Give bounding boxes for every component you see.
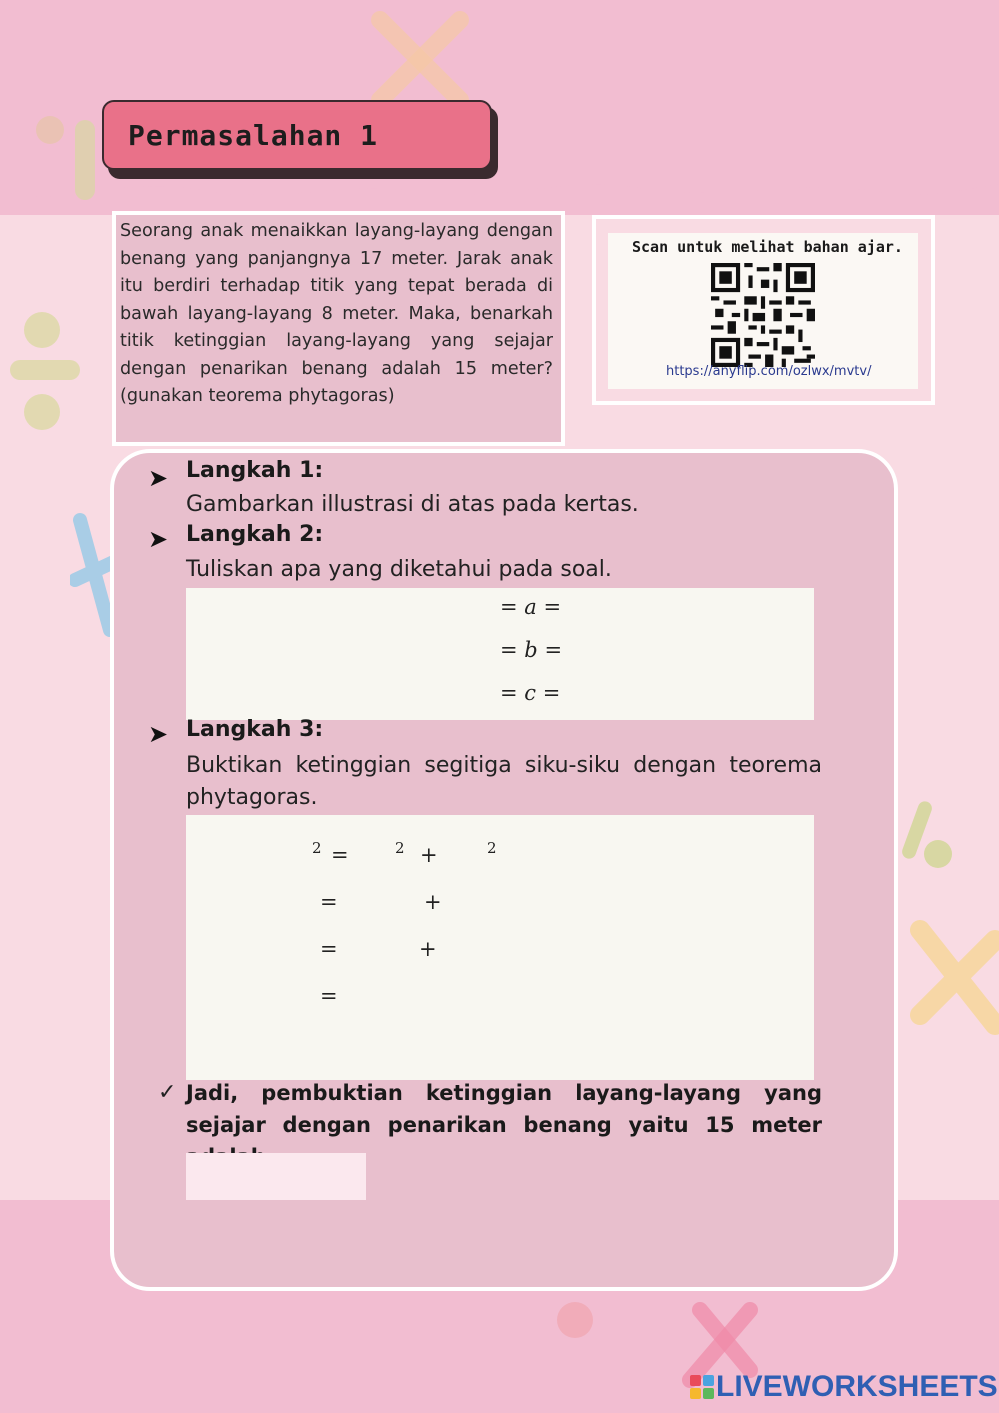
exponent-a: 2 bbox=[395, 839, 405, 857]
check-icon: ✓ bbox=[158, 1080, 177, 1105]
step-3-title: Langkah 3: bbox=[186, 717, 324, 742]
chevron-right-icon: ➤ bbox=[148, 525, 169, 553]
known-a-row: = a = bbox=[500, 595, 562, 619]
proof-plus-1: + bbox=[420, 843, 438, 867]
step-2-text: Tuliskan apa yang diketahui pada soal. bbox=[186, 557, 612, 582]
title-banner bbox=[102, 100, 492, 170]
step-1-text: Gambarkan illustrasi di atas pada kertas. bbox=[186, 492, 639, 517]
answer-input[interactable] bbox=[186, 1153, 366, 1200]
chevron-right-icon: ➤ bbox=[148, 464, 169, 492]
conclusion-text: Jadi, pembuktian ketinggian layang-layang yang sejajar dengan penarikan benang yaitu 15 meter bbox=[186, 1081, 822, 1137]
qr-code-icon[interactable] bbox=[711, 263, 815, 367]
problem-statement: Seorang anak menaikkan layang-layang dengan benang yang panjangnya 17 meter. Jarak anak itu berdiri terhadap titik yang tepat berada di bawah layang-layang 8 meter. Maka, benarkah titik ketinggian layang-layang yang sejajar dengan penarikan benang adalah 15 meter? (gunakan teorema phytagoras) bbox=[112, 211, 565, 446]
known-b-row: = b = bbox=[500, 638, 563, 662]
proof-equals-3: = bbox=[320, 937, 338, 961]
decorative-division-icon bbox=[10, 300, 90, 450]
proof-plus-2: + bbox=[424, 890, 442, 914]
qr-link[interactable]: https://anyflip.com/ozlwx/mvtv/ bbox=[666, 364, 872, 379]
step-3-text: Buktikan ketinggian segitiga siku-siku dengan teorema phytagoras. bbox=[186, 753, 822, 810]
liveworksheets-logo bbox=[690, 1370, 998, 1404]
proof-equals-4: = bbox=[320, 984, 338, 1008]
decorative-divide-icon bbox=[30, 110, 110, 210]
brand-name: LIVEWORKSHEETS bbox=[716, 1370, 998, 1403]
exponent-b: 2 bbox=[487, 839, 497, 857]
step-1-title: Langkah 1: bbox=[186, 458, 324, 483]
chevron-right-icon: ➤ bbox=[148, 720, 169, 748]
proof-plus-3: + bbox=[419, 937, 437, 961]
qr-caption: Scan untuk melihat bahan ajar. bbox=[632, 238, 903, 256]
page-title: Permasalahan 1 bbox=[128, 118, 379, 152]
exponent-c: 2 bbox=[312, 839, 322, 857]
proof-box bbox=[186, 815, 814, 1080]
step-2-title: Langkah 2: bbox=[186, 522, 324, 547]
known-c-row: = c = bbox=[500, 681, 561, 705]
liveworksheets-logo-icon bbox=[690, 1375, 714, 1399]
proof-equals-2: = bbox=[320, 890, 338, 914]
proof-equals-1: = bbox=[331, 843, 349, 867]
